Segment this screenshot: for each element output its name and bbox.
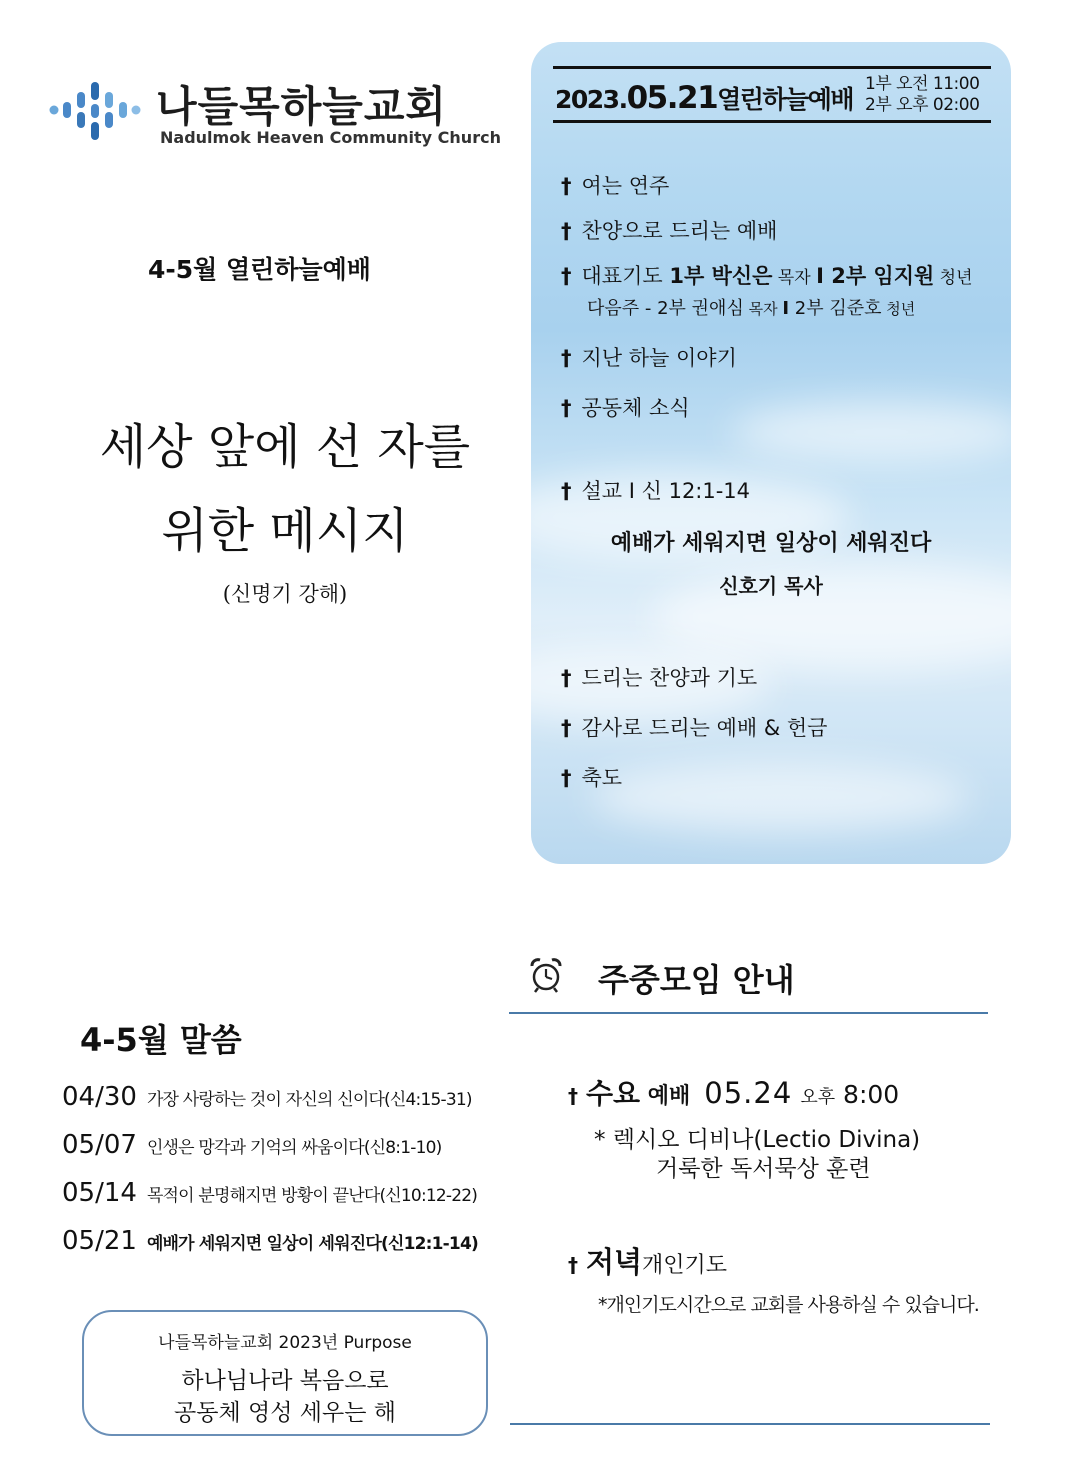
order-item-benediction: † 축도 bbox=[561, 766, 623, 790]
wednesday-service: † 수요 예배 05.24 오후 8:00 bbox=[568, 1076, 900, 1110]
header-rule-bottom bbox=[553, 120, 991, 123]
evening-prayer-note: *개인기도시간으로 교회를 사용하실 수 있습니다. bbox=[598, 1294, 979, 1316]
series-title-line2: 위한 메시지 bbox=[161, 503, 409, 559]
service-date: 2023.05.21열린하늘예배 bbox=[555, 80, 854, 116]
sermon-title: 예배가 세워지면 일상이 세워진다 bbox=[610, 531, 932, 556]
church-logo bbox=[48, 72, 501, 152]
header-rule-top bbox=[553, 66, 991, 69]
words-title: 4-5월 말씀 bbox=[80, 1021, 242, 1059]
church-name-en: Nadulmok Heaven Community Church bbox=[160, 128, 501, 147]
order-item-response: † 드리는 찬양과 기도 bbox=[561, 666, 758, 690]
church-name: 나들목하늘교회 bbox=[156, 82, 448, 131]
order-item-sermon: † 설교 I 신 12:1-14 bbox=[561, 479, 751, 503]
purpose-line-1: 하나님나라 복음으로 bbox=[181, 1368, 389, 1394]
alarm-clock-icon bbox=[528, 957, 564, 993]
list-item: 05/07 인생은 망각과 기억의 싸움이다(신8:1-10) bbox=[62, 1130, 442, 1160]
wednesday-note-2: 거룩한 독서묵상 훈련 bbox=[656, 1156, 871, 1182]
weekly-rule-bottom bbox=[510, 1423, 990, 1425]
evening-prayer: † 저녁개인기도 bbox=[568, 1245, 728, 1279]
purpose-line-2: 공동체 영성 세우는 해 bbox=[174, 1400, 396, 1426]
season-title: 4-5월 열린하늘예배 bbox=[148, 255, 371, 284]
purpose-heading: 나들목하늘교회 2023년 Purpose bbox=[158, 1333, 412, 1353]
list-item: 05/21 예배가 세워지면 일상이 세워진다(신12:1-14) bbox=[62, 1226, 478, 1256]
order-item-offering: † 감사로 드리는 예배 & 헌금 bbox=[561, 716, 828, 740]
order-item-story: † 지난 하늘 이야기 bbox=[561, 346, 737, 370]
weekly-meetings-title: 주중모임 안내 bbox=[598, 961, 795, 999]
weekly-rule-top bbox=[509, 1012, 988, 1014]
order-item-prayer-next: 다음주 - 2부 권애심 목자 I 2부 김준호 청년 bbox=[587, 298, 916, 319]
order-item-praise: † 찬양으로 드리는 예배 bbox=[561, 219, 778, 243]
order-of-worship-panel bbox=[531, 42, 1011, 864]
list-item: 05/14 목적이 분명해지면 방황이 끝난다(신10:12-22) bbox=[62, 1178, 478, 1208]
series-title bbox=[60, 405, 510, 573]
service-times: 1부 오전 11:00 2부 오후 02:00 bbox=[865, 74, 980, 115]
wednesday-note-1: * 렉시오 디비나(Lectio Divina) bbox=[594, 1127, 921, 1153]
order-item-news: † 공동체 소식 bbox=[561, 396, 690, 420]
list-item: 04/30 가장 사랑하는 것이 자신의 신이다(신4:15-31) bbox=[62, 1082, 472, 1112]
order-item-prayer: † 대표기도 1부 박신은 목자 I 2부 임지원 청년 bbox=[561, 264, 973, 288]
series-title-line1: 세상 앞에 선 자를 bbox=[99, 419, 471, 475]
series-subtitle: (신명기 강해) bbox=[222, 582, 348, 606]
preacher: 신호기 목사 bbox=[719, 574, 823, 598]
purpose-box bbox=[82, 1310, 488, 1436]
order-item-opening: † 여는 연주 bbox=[561, 174, 670, 198]
weekly-meetings-header bbox=[528, 955, 998, 999]
church-logo-icon bbox=[48, 78, 144, 142]
